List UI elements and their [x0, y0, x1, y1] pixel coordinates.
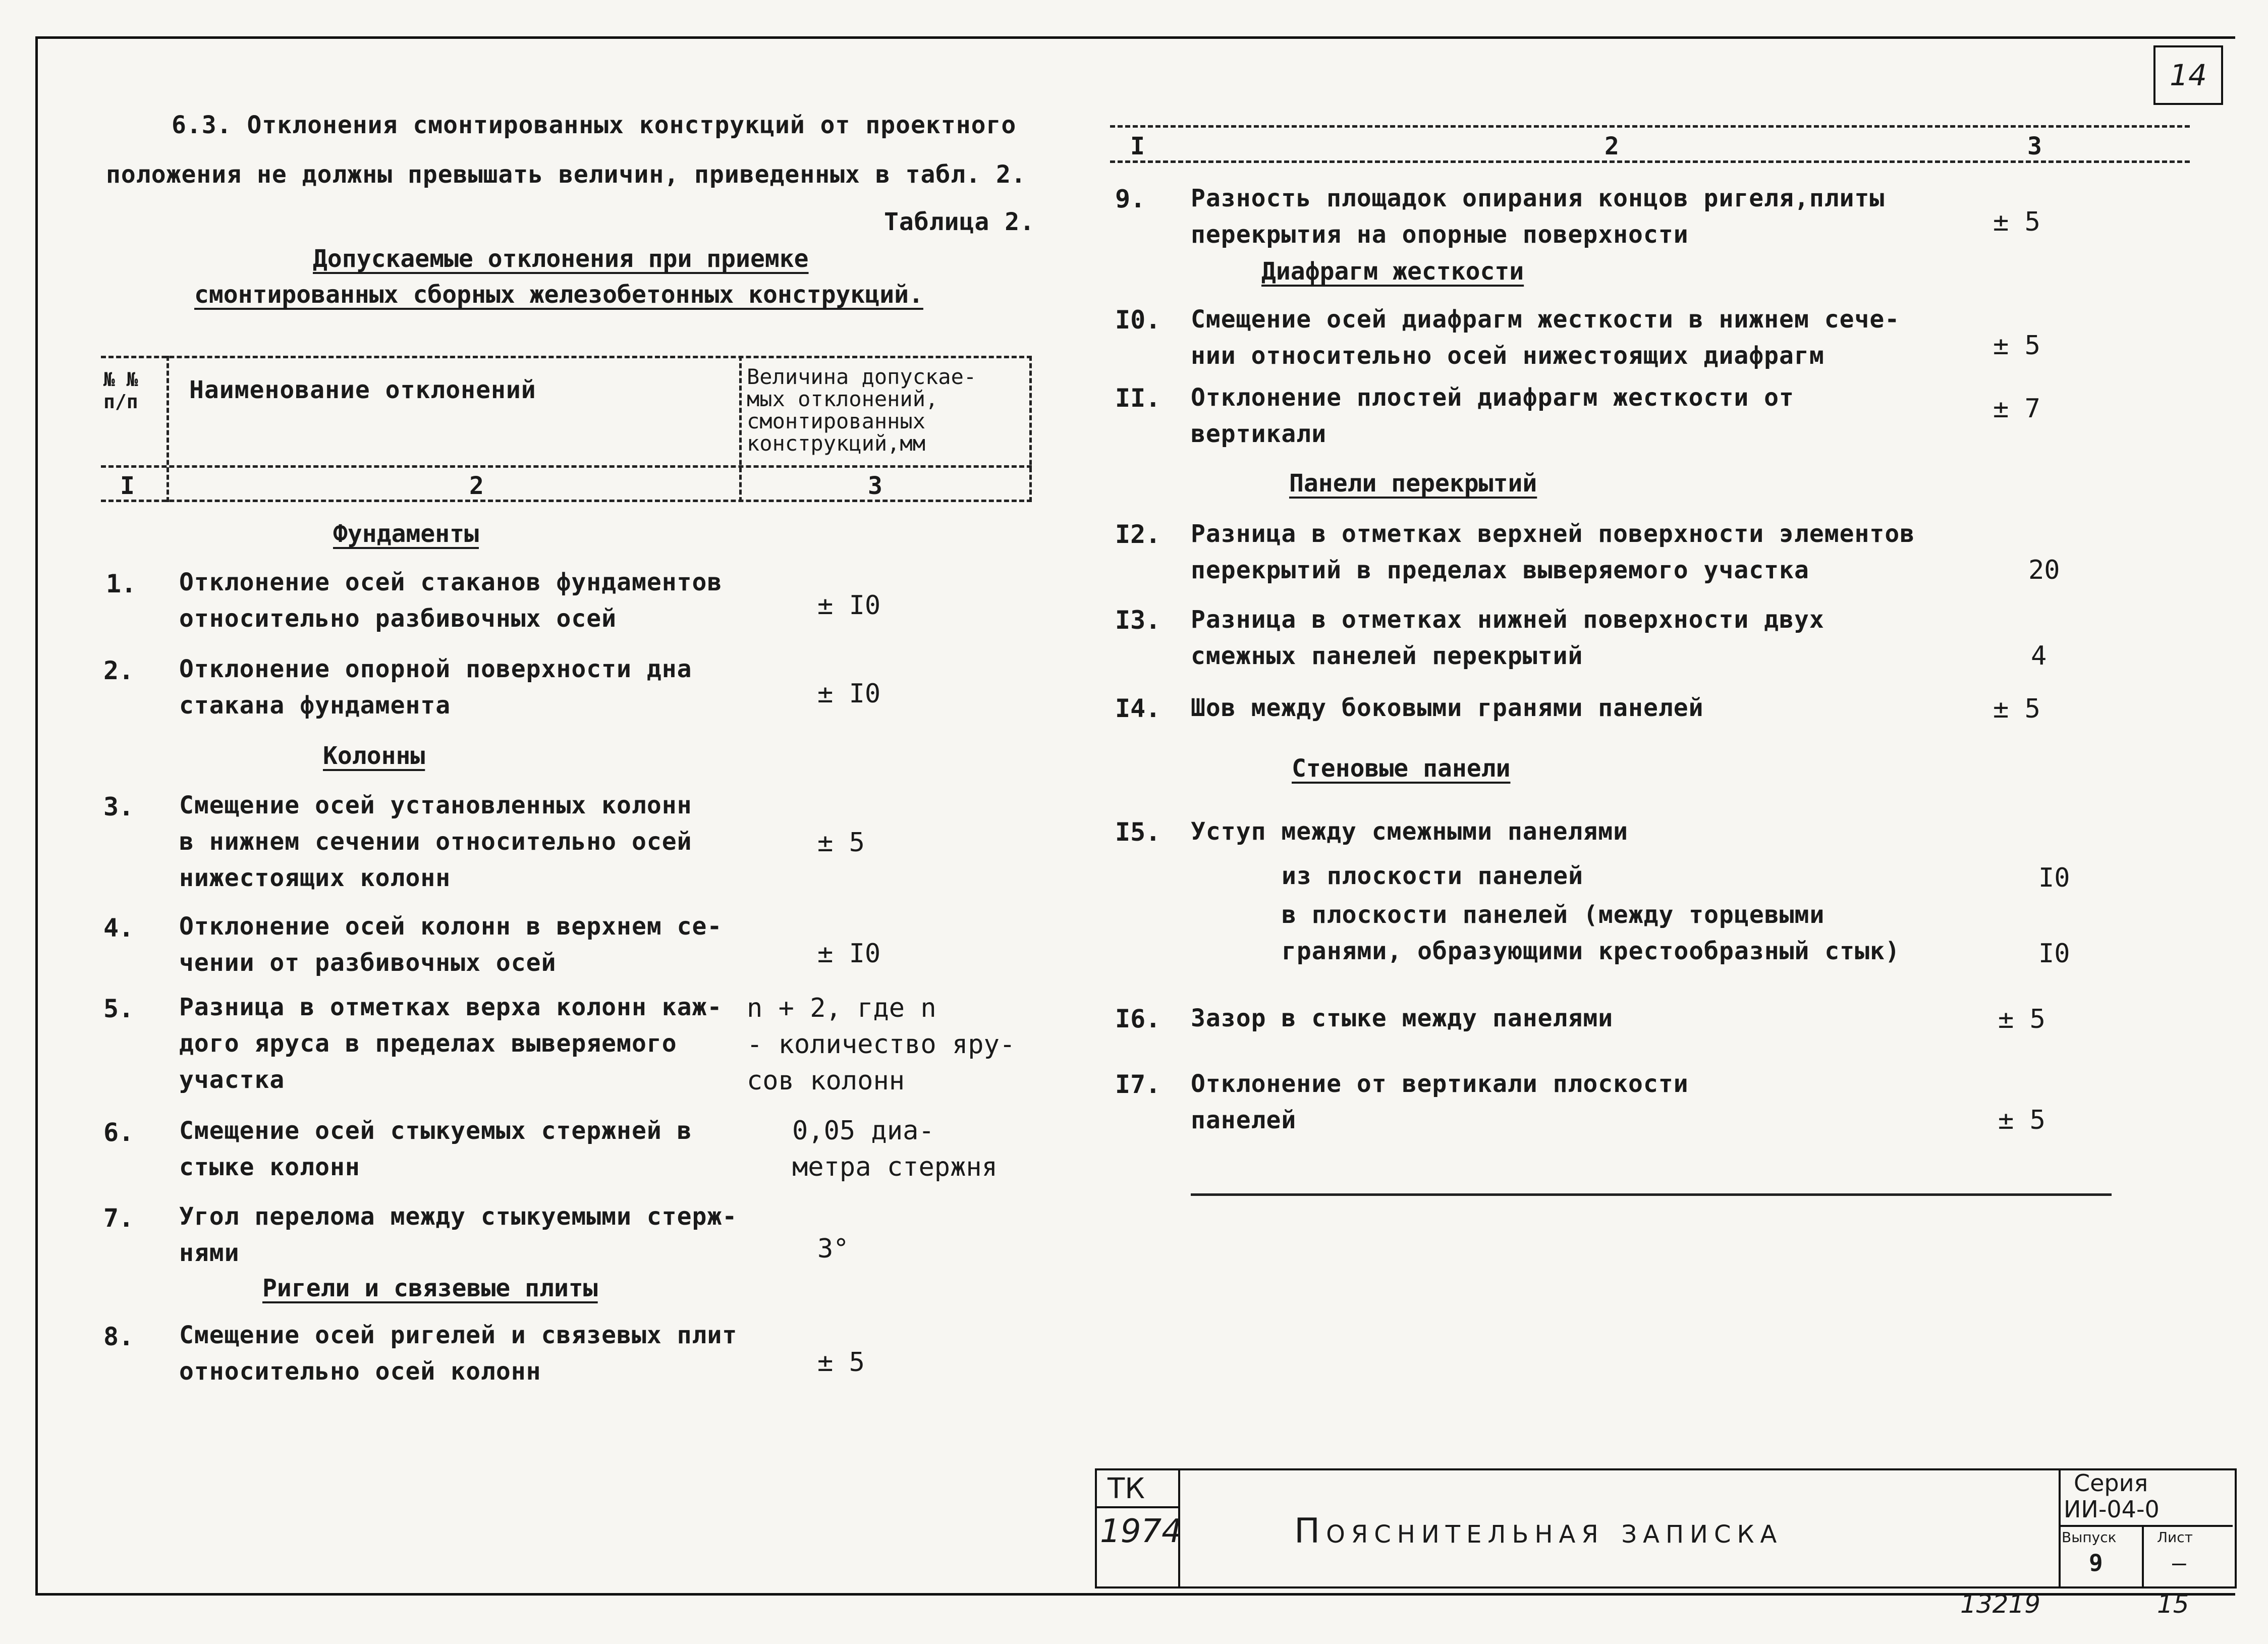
row-text: Смещение осей ригелей и связевых плит относительно осей колонн — [179, 1321, 738, 1386]
row-number: 7. — [103, 1203, 134, 1233]
header-col-name: Наименование отклонений — [189, 376, 536, 404]
row-number: 4. — [103, 913, 134, 943]
footer-code: 13219 — [1960, 1590, 2041, 1619]
year-label: 1974 — [1100, 1513, 1182, 1550]
table-title-line-2: смонтированных сборных железобетонных конструкций. — [194, 281, 923, 309]
header-num-1: I — [120, 472, 135, 500]
row-value: ± 5 — [817, 828, 865, 858]
title-block-divider-right-v — [2142, 1525, 2144, 1586]
row-value: 0,05 диа- метра стержня — [792, 1116, 998, 1182]
row-number: 9. — [1115, 184, 1146, 213]
sheet-label: Лист — [2157, 1529, 2193, 1546]
section-diaphragms: Диафрагм жесткости — [1261, 257, 1524, 286]
row-value: 4 — [2031, 641, 2047, 671]
tk-label: ТК — [1108, 1472, 1145, 1505]
header-divider-2 — [739, 356, 742, 502]
row-value: 3° — [817, 1234, 849, 1264]
title-block-divider-left-h — [1095, 1506, 1178, 1508]
section-floor-panels: Панели перекрытий — [1289, 469, 1537, 498]
right-header-bottom-rule — [1110, 160, 2190, 163]
row-text: из плоскости панелей — [1282, 862, 1583, 890]
row-number: I7. — [1115, 1070, 1161, 1099]
row-number: 8. — [103, 1322, 134, 1351]
row-text: Уступ между смежными панелями — [1191, 817, 1629, 846]
row-number: I2. — [1115, 520, 1161, 549]
header-col-value: Величина допускае- мых отклонений, смонтированных конструкций,мм — [747, 364, 977, 456]
row-number: 3. — [103, 792, 134, 821]
right-header-num-2: 2 — [1605, 132, 1620, 160]
end-rule — [1191, 1193, 2112, 1196]
issue-value: 9 — [2089, 1549, 2103, 1576]
row-value: 20 — [2028, 555, 2060, 585]
row-text: Разница в отметках верхней поверхности элементов перекрытий в пределах выверяемого участка — [1191, 520, 1915, 584]
row-number: 1. — [106, 569, 137, 598]
row-value: ± I0 — [817, 679, 881, 709]
row-value: ± 7 — [1993, 394, 2040, 424]
row-text: Разница в отметках нижней поверхности двух смежных панелей перекрытий — [1191, 606, 1824, 670]
row-number: I0. — [1115, 305, 1161, 335]
row-number: 6. — [103, 1118, 134, 1147]
header-mid-rule — [101, 465, 1032, 468]
row-text: Смещение осей стыкуемых стержней в стыке колонн — [179, 1117, 692, 1181]
right-header-num-1: I — [1130, 132, 1145, 160]
row-number: I6. — [1115, 1004, 1161, 1033]
title-block-divider-right — [2059, 1468, 2061, 1586]
row-value: n + 2, где n - количество яру- сов колонн — [747, 993, 1016, 1096]
table-title-line-1: Допускаемые отклонения при приемке — [313, 245, 809, 273]
series-label: Серия — [2074, 1469, 2148, 1497]
row-text: Отклонение плостей диафрагм жесткости от вертикали — [1191, 383, 1794, 448]
issue-label: Выпуск — [2062, 1529, 2117, 1546]
series-value: ИИ-04-0 — [2064, 1496, 2160, 1523]
header-num-3: 3 — [868, 472, 883, 500]
right-header-top-rule — [1110, 125, 2190, 128]
page-number: 14 — [2153, 45, 2223, 105]
row-number: I3. — [1115, 606, 1161, 635]
row-value: ± 5 — [1998, 1004, 2045, 1034]
document-title: Пояснительная записка — [1294, 1511, 1783, 1551]
row-value: ± 5 — [1993, 207, 2040, 237]
title-block-divider-right-h — [2059, 1525, 2233, 1527]
row-number: I4. — [1115, 694, 1161, 723]
row-value: ± 5 — [1993, 331, 2040, 361]
row-text: в плоскости панелей (между торцевыми гранями, образующими крестообразный стык) — [1282, 901, 1900, 965]
row-number: I5. — [1115, 817, 1161, 847]
right-header-num-3: 3 — [2027, 132, 2042, 160]
intro-line-1: 6.3. Отклонения смонтированных конструкций от проектного — [172, 111, 1017, 139]
footer-page: 15 — [2157, 1590, 2189, 1619]
sheet-value: — — [2172, 1549, 2186, 1576]
row-text: Зазор в стыке между панелями — [1191, 1004, 1614, 1032]
row-text: Отклонение осей стаканов фундаментов относительно разбивочных осей — [179, 568, 723, 633]
section-wall-panels: Стеновые панели — [1292, 754, 1511, 783]
row-text: Шов между боковыми гранями панелей — [1191, 694, 1704, 722]
row-text: Отклонение от вертикали плоскости панелей — [1191, 1070, 1689, 1134]
row-text: Угол перелома между стыкуемыми стерж- нями — [179, 1202, 738, 1267]
header-divider-1 — [167, 356, 169, 502]
section-columns: Колонны — [323, 742, 425, 770]
row-value: I0 — [2038, 939, 2070, 969]
header-top-rule — [101, 356, 1032, 358]
row-value: ± I0 — [817, 939, 881, 969]
header-divider-3 — [1029, 356, 1032, 502]
row-text: Разность площадок опирания концов ригеля,плиты перекрытия на опорные поверхности — [1191, 184, 1885, 249]
section-foundations: Фундаменты — [333, 520, 479, 548]
row-value: ± I0 — [817, 590, 881, 621]
table-label: Таблица 2. — [884, 208, 1035, 236]
row-number: 5. — [103, 994, 134, 1023]
header-num-2: 2 — [469, 472, 484, 500]
row-value: I0 — [2038, 863, 2070, 893]
section-girders: Ригели и связевые плиты — [262, 1274, 598, 1302]
header-bottom-rule — [101, 500, 1032, 502]
row-text: Разница в отметках верха колонн каж- дого яруса в пределах выверяемого участка — [179, 993, 723, 1094]
header-col-number: № № п/п — [103, 368, 138, 413]
row-value: ± 5 — [817, 1347, 865, 1378]
row-value: ± 5 — [1993, 694, 2040, 724]
row-text: Отклонение осей колонн в верхнем се- чении от разбивочных осей — [179, 912, 723, 977]
row-text: Смещение осей установленных колонн в нижнем сечении относительно осей нижестоящих колонн — [179, 791, 692, 892]
row-number: II. — [1115, 383, 1161, 413]
row-text: Отклонение опорной поверхности дна стакана фундамента — [179, 655, 692, 720]
intro-line-2: положения не должны превышать величин, приведенных в табл. 2. — [106, 160, 1026, 189]
row-text: Смещение осей диафрагм жесткости в нижнем сече- нии относительно осей нижестоящих диафрагм — [1191, 305, 1900, 370]
row-value: ± 5 — [1998, 1105, 2045, 1135]
row-number: 2. — [103, 656, 134, 685]
